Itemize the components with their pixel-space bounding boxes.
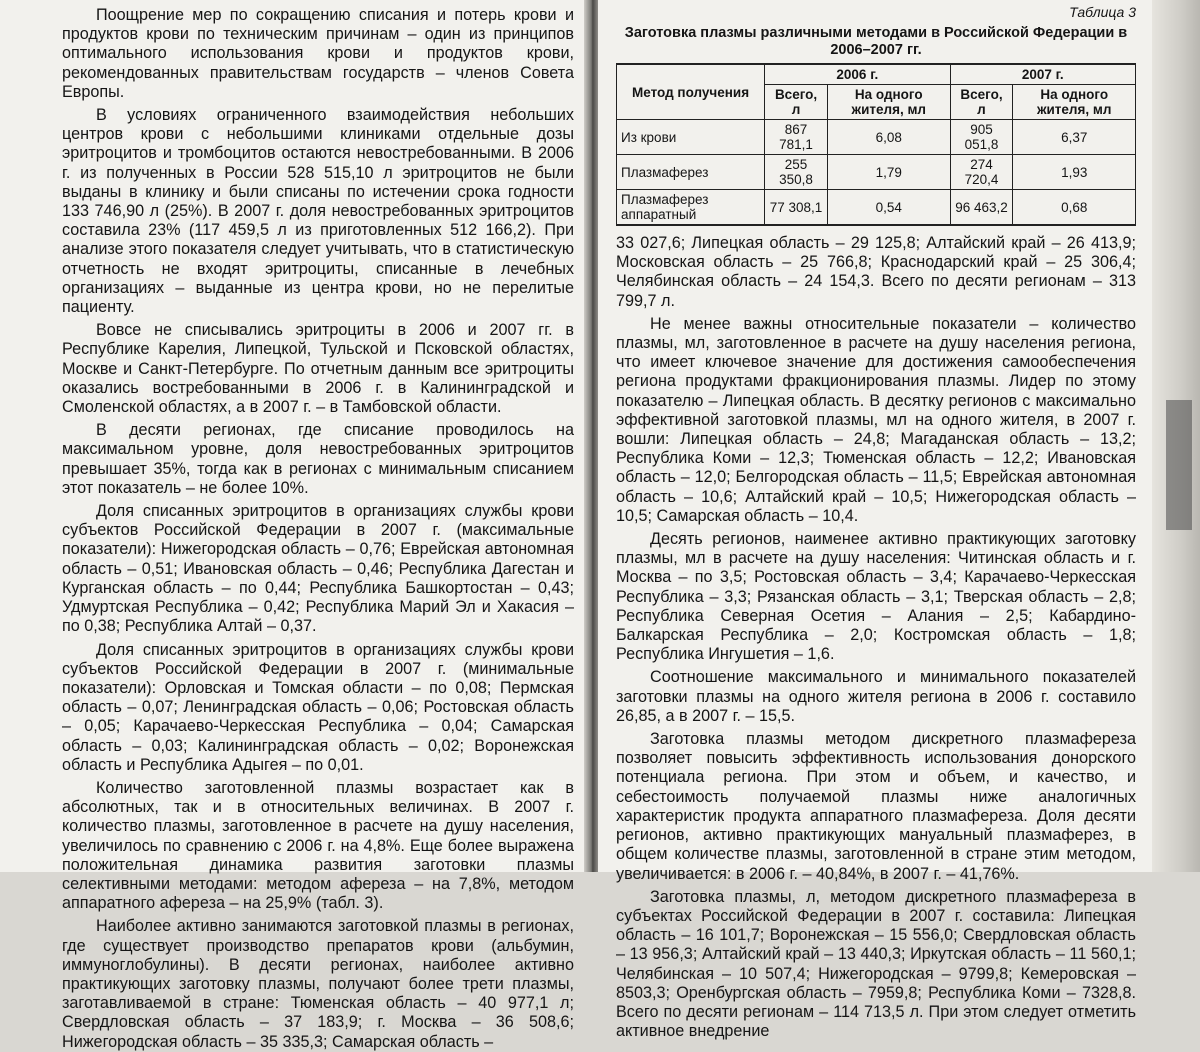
subheader-2007-total: Всего, л xyxy=(950,85,1013,120)
cell-2007-total: 905 051,8 xyxy=(950,120,1013,155)
cell-2007-per-capita: 1,93 xyxy=(1013,155,1136,190)
right-paragraph-6: Заготовка плазмы, л, методом дискретного плазмафереза в субъектах Российской Федерации в 2007 г. составила: Липецкая область – 16 101,7; Воронежская – 15 556,0; Свердловская область – 13 956,3; Алтайский край – 13 440,3; Иркутская область – 11 560,1; Челябинская – 10 507,4; Нижегородская – 9799,8; Кемеровская – 8503,3; Оренбургская область – 7959,8; Республика Коми – 7328,8. Всего по десяти регионам – 114 713,5 л. При этом следует отметить активное внедрение xyxy=(616,887,1136,1041)
table-caption: Таблица 3 xyxy=(1069,4,1136,20)
page-edge xyxy=(1152,0,1200,872)
table-row xyxy=(617,120,1136,155)
left-paragraph-6: Доля списанных эритроцитов в организациях службы крови субъектов Российской Федерации в 2007 г. (минимальные показатели): Орловская и Томская области – по 0,08; Пермская область – 0,07; Ленинградская область – 0,06; Ростовская область – 0,05; Карачаево-Черкесская Республика – 0,04; Самарская область – 0,03; Калининградская область – 0,02; Воронежская область и Республика Адыгея – по 0,01. xyxy=(62,640,574,774)
cell-2006-per-capita: 0,54 xyxy=(827,190,950,226)
cell-2007-total: 96 463,2 xyxy=(950,190,1013,226)
right-page xyxy=(598,0,1200,1041)
table-title: Заготовка плазмы различными методами в Российской Федерации в 2006–2007 гг. xyxy=(624,25,1128,58)
left-paragraph-2: В условиях ограниченного взаимодействия небольших центров крови с небольшими клиниками отдельные дозы эритроцитов и тромбоцитов остаются невостребованными. В 2006 г. из полученных в России 528 515,10 л эритроцитов не были выданы в клинику и были списаны по истечении срока годности 133 746,90 л (25%). В 2007 г. доля невостребованных эритроцитов составила 23% (117 459,5 л из приготовленных 512 166,2). При анализе этого показателя следует учитывать, что в статистическую отчетность не входят эритроциты, списанные в лечебных организациях – выданные из центра крови, но не перелитые пациенту. xyxy=(62,106,574,317)
table-row xyxy=(617,155,1136,190)
row-method: Плазмаферез xyxy=(617,155,765,190)
table-row xyxy=(617,190,1136,226)
edge-print-mark xyxy=(1166,400,1192,530)
right-paragraph-4: Соотношение максимального и минимального показателей заготовки плазмы на одного жителя региона в 2006 г. составило 26,85, а в 2007 г. – 15,5. xyxy=(616,668,1136,725)
left-paragraph-5: Доля списанных эритроцитов в организациях службы крови субъектов Российской Федерации в 2007 г. (максимальные показатели): Нижегородская область – 0,76; Еврейская автономная область – 0,51; Ивановская область – 0,46; Республика Дагестан и Курганская область – по 0,44; Республика Башкортостан – 0,43; Удмуртская Республика – 0,42; Республика Марий Эл и Хакасия – по 0,38; Республика Алтай – 0,37. xyxy=(62,502,574,636)
year-2006-header: 2006 г. xyxy=(765,64,950,85)
right-paragraph-3: Десять регионов, наименее активно практикующих заготовку плазмы, мл в расчете на душу населения: Читинская область и г. Москва – по 3,5; Ростовская область – 3,4; Карачаево-Черкесская Республика – 3,3; Рязанская область – 3,1; Тверская область – 2,8; Республика Северная Осетия – Алания – 2,5; Кабардино-Балкарская Республика – 2,0; Костромская область – 1,8; Республика Ингушетия – 1,6. xyxy=(616,530,1136,664)
cell-2006-per-capita: 6,08 xyxy=(827,120,950,155)
subheader-2006-total: Всего, л xyxy=(765,85,828,120)
col-method-header: Метод получения xyxy=(617,64,765,120)
right-paragraph-1: 33 027,6; Липецкая область – 29 125,8; Алтайский край – 26 413,9; Московская область – 25 766,8; Краснодарский край – 25 306,4; Челябинская область – 24 154,3. Всего по десяти регионам – 313 799,7 л. xyxy=(616,234,1136,310)
cell-2006-per-capita: 1,79 xyxy=(827,155,950,190)
cell-2006-total: 867 781,1 xyxy=(765,120,828,155)
left-paragraph-1: Поощрение мер по сокращению списания и потерь крови и продуктов крови по техническим причинам – один из принципов оптимального использования крови и продуктов крови, рекомендованных правительствам государств – членов Совета Европы. xyxy=(62,6,574,101)
left-page xyxy=(0,0,588,1051)
row-method: Плазмаферез аппаратный xyxy=(617,190,765,226)
left-paragraph-7: Количество заготовленной плазмы возрастает как в абсолютных, так и в относительных величинах. В 2007 г. количество плазмы, заготовленное в расчете на душу населения, увеличилось по сравнению с 2006 г. на 4,8%. Еще более выражена положительная динамика развития заготовки плазмы селективными методами: методом афереза – на 7,8%, методом аппаратного афереза – на 25,9% (табл. 3). xyxy=(62,778,574,913)
cell-2006-total: 77 308,1 xyxy=(765,190,828,226)
cell-2006-total: 255 350,8 xyxy=(765,155,828,190)
left-paragraph-3: Вовсе не списывались эритроциты в 2006 и 2007 гг. в Республике Карелия, Липецкой, Тульской и Псковской областях, Москве и Санкт-Петербурге. По отчетным данным все эритроциты оказались востребованными в 2006 г. в Калининградской и Смоленской областях, а в 2007 г. – в Тамбовской области. xyxy=(62,321,574,417)
row-method: Из крови xyxy=(617,120,765,155)
right-paragraph-5: Заготовка плазмы методом дискретного плазмафереза позволяет повысить эффективность использования донорского потенциала региона. При этом и объем, и качество, и себестоимость получаемой плазмы ниже аналогичных характеристик продукта аппаратного плазмафереза. Доля десяти регионов, активно практикующих мануальный плазмаферез, в общем количестве плазмы, заготовленной в стране этим методом, увеличивается: в 2006 г. – 40,84%, в 2007 г. – 41,76%. xyxy=(616,730,1136,883)
cell-2007-per-capita: 0,68 xyxy=(1013,190,1136,226)
right-paragraph-2: Не менее важны относительные показатели – количество плазмы, мл, заготовленное в расчете на душу населения региона, что имеет ключевое значение для достижения самообеспечения региона продуктами фракционирования плазмы. Лидер по этому показателю – Липецкая область. В десятку регионов с максимально эффективной заготовкой плазмы, мл на одного жителя, в 2007 г. вошли: Липецкая область – 24,8; Магаданская область – 13,2; Республика Коми – 12,3; Тюменская область – 12,2; Ивановская область – 12,0; Белгородская область – 11,5; Еврейская автономная область – 10,6; Алтайский край – 10,5; Нижегородская область – 10,5; Самарская область – 10,4. xyxy=(616,314,1136,525)
cell-2007-total: 274 720,4 xyxy=(950,155,1013,190)
subheader-2007-per-capita: На одного жителя, мл xyxy=(1013,85,1136,120)
year-2007-header: 2007 г. xyxy=(950,64,1135,85)
left-paragraph-4: В десяти регионах, где списание проводилось на максимальном уровне, доля невостребованных эритроцитов превышает 35%, тогда как в регионах с минимальным списанием этот показатель – не более 10%. xyxy=(62,421,574,497)
subheader-2006-per-capita: На одного жителя, мл xyxy=(827,85,950,120)
left-paragraph-8: Наиболее активно занимаются заготовкой плазмы в регионах, где существует производство препаратов крови (альбумин, иммуноглобулины). В десяти регионах, наиболее активно практикующих заготовку плазмы, получают более трети плазмы, заготавливаемой в стране: Тюменская область – 40 977,1 л; Свердловская область – 37 183,9; г. Москва – 36 508,6; Нижегородская область – 35 335,3; Самарская область – xyxy=(62,917,574,1051)
cell-2007-per-capita: 6,37 xyxy=(1013,120,1136,155)
plasma-table xyxy=(616,63,1136,226)
